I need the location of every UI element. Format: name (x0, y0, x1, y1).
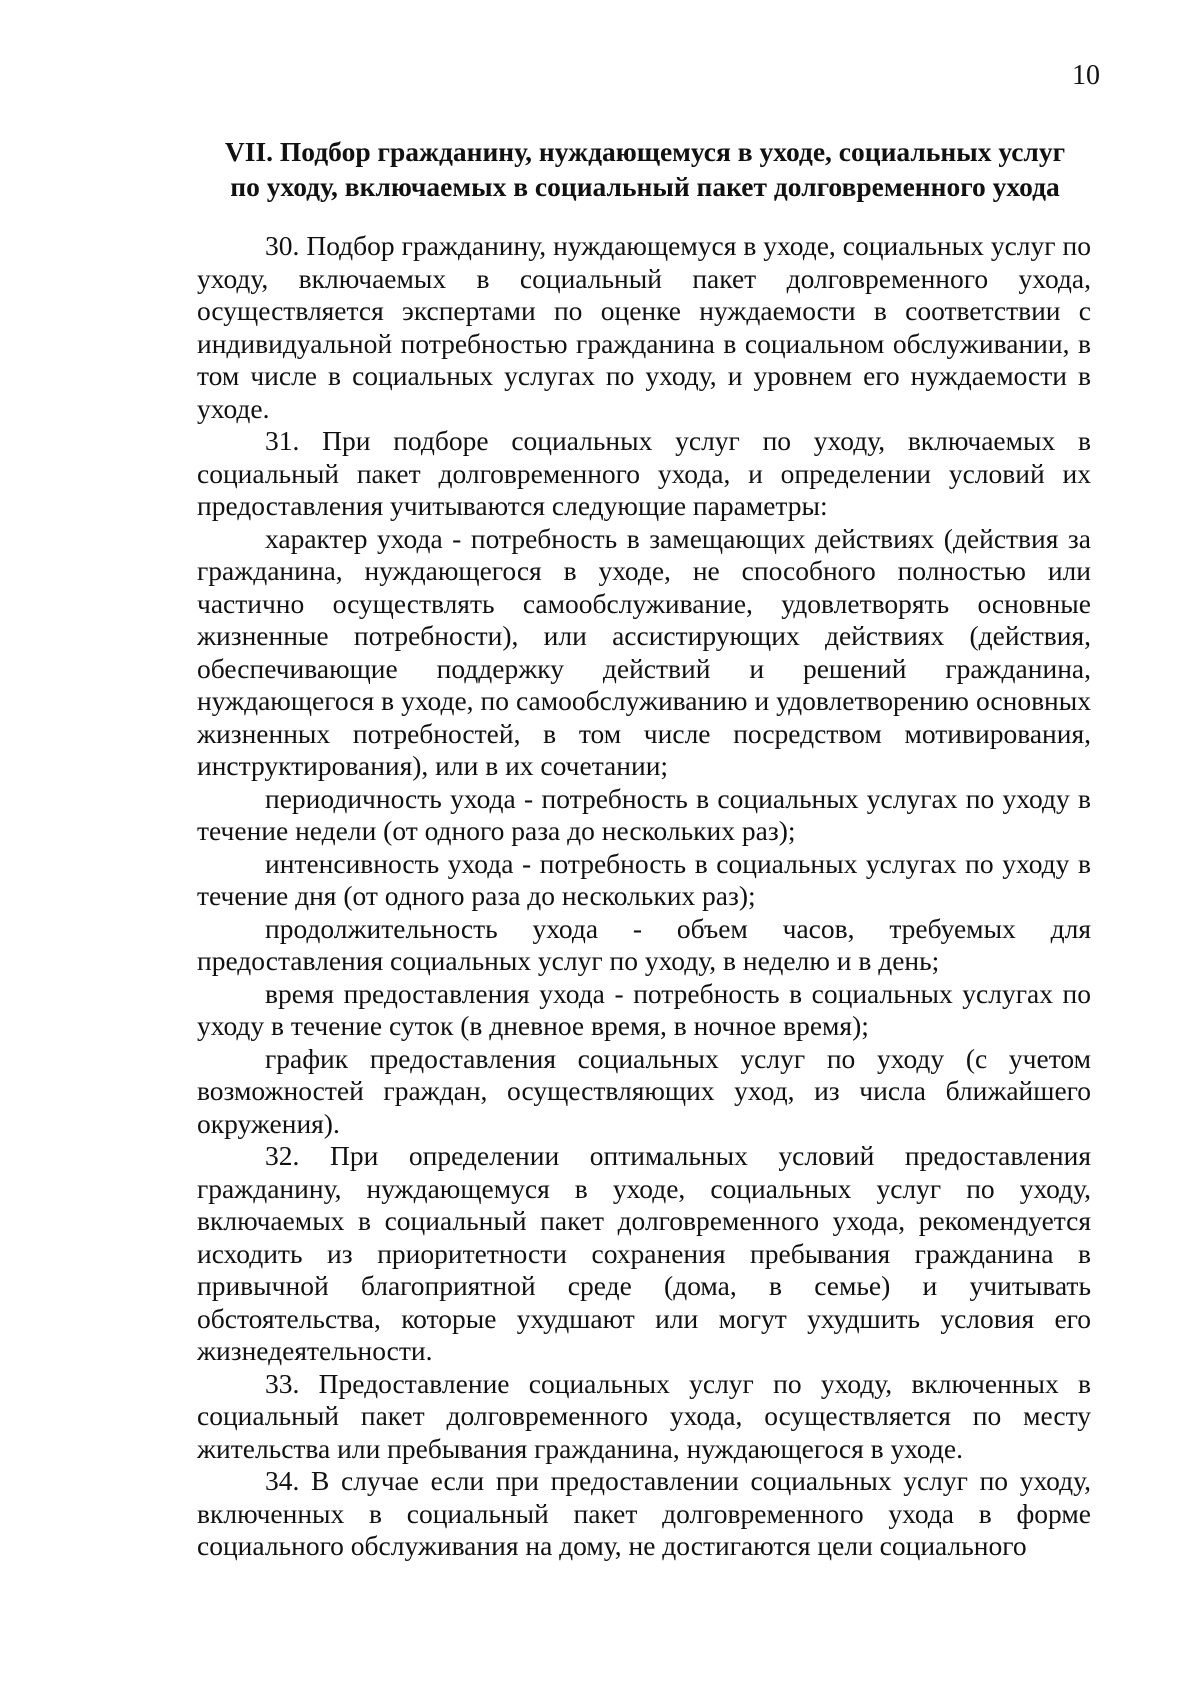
section-title-line-2: по уходу, включаемых в социальный пакет долговременного ухода (230, 171, 1060, 202)
parameter-care-duration: продолжительность ухода - объем часов, требуемых для предоставления социальных услуг по уходу, в неделю и в день; (197, 912, 1091, 976)
section-title (190, 134, 1100, 204)
parameter-care-character: характер ухода - потребность в замещающих действиях (действия за гражданина, нуждающегося в уходе, не способного полностью или частично осуществлять самообслуживание, удовлетворять основные жизненные потребности), или ассистирующих действиях (действия, обеспечивающие поддержку действий и решений гражданина, нуждающегося в уходе, по самообслуживанию и удовлетворению основных жизненных потребностей, в том числе посредством мотивирования, инструктирования), или в их сочетании; (197, 522, 1091, 781)
section-title-line-1: VII. Подбор гражданину, нуждающемуся в уходе, социальных услуг (224, 136, 1066, 167)
page-number: 10 (1072, 60, 1100, 91)
document-body (197, 230, 1091, 1563)
parameter-care-intensity: интенсивность ухода - потребность в социальных услугах по уходу в течение дня (от одного раза до нескольких раз); (197, 847, 1091, 911)
paragraph-34: 34. В случае если при предоставлении социальных услуг по уходу, включенных в социальный пакет долговременного ухода в форме социального обслуживания на дому, не достигаются цели социального (197, 1465, 1091, 1561)
parameter-care-time: время предоставления ухода - потребность в социальных услугах по уходу в течение суток (в дневное время, в ночное время); (197, 977, 1091, 1041)
paragraph-31: 31. При подборе социальных услуг по уходу, включаемых в социальный пакет долговременного ухода, и определении условий их предоставления учитываются следующие параметры: (197, 425, 1091, 521)
paragraph-33: 33. Предоставление социальных услуг по уходу, включенных в социальный пакет долговременного ухода, осуществляется по месту жительства или пребывания гражданина, нуждающегося в уходе. (197, 1367, 1091, 1464)
parameter-care-schedule: график предоставления социальных услуг по уходу (с учетом возможностей граждан, осуществляющих уход, из числа ближайшего окружения). (197, 1042, 1091, 1139)
paragraph-30: 30. Подбор гражданину, нуждающемуся в уходе, социальных услуг по уходу, включаемых в социальный пакет долговременного ухода, осуществляется экспертами по оценке нуждаемости в соответствии с индивидуальной потребностью гражданина в социальном обслуживании, в том числе в социальных услугах по уходу, и уровнем его нуждаемости в уходе. (197, 230, 1091, 424)
paragraph-32: 32. При определении оптимальных условий предоставления гражданину, нуждающемуся в уходе, социальных услуг по уходу, включаемых в социальный пакет долговременного ухода, рекомендуется исходить из приоритетности сохранения пребывания гражданина в привычной благоприятной среде (дома, в семье) и учитывать обстоятельства, которые ухудшают или могут ухудшить условия его жизнедеятельности. (197, 1140, 1091, 1366)
parameter-care-periodicity: периодичность ухода - потребность в социальных услугах по уходу в течение недели (от одного раза до нескольких раз); (197, 782, 1091, 846)
